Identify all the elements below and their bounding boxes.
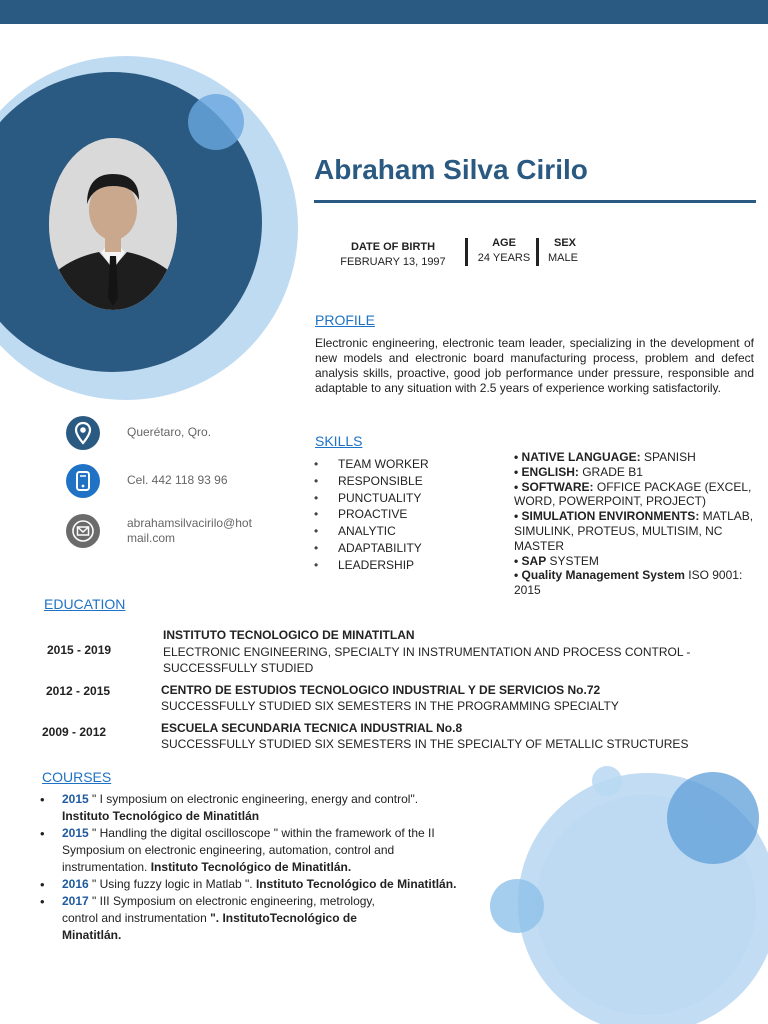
age-value: 24 YEARS	[477, 252, 531, 264]
profile-photo	[49, 138, 177, 310]
course-title: " Handling the digital oscilloscope " within the framework of the II Symposium on electronic engineering, automation, control and instrumentation.	[62, 826, 435, 874]
list-item	[514, 568, 764, 598]
list-item	[514, 465, 764, 480]
course-institution: Instituto Tecnológico de Minatitlán.	[147, 860, 352, 874]
skill-label: • SAP	[514, 553, 547, 568]
sex-value: MALE	[548, 252, 578, 264]
list-item: • ADAPTABILITY	[314, 540, 429, 557]
age-block	[476, 237, 532, 264]
courses-list	[38, 791, 478, 944]
edu-description: SUCCESSFULLY STUDIED SIX SEMESTERS IN THE PROGRAMMING SPECIALTY	[161, 699, 619, 713]
skill-label: • ENGLISH:	[514, 464, 579, 479]
course-title: " I symposium on electronic engineering, energy and control".	[88, 792, 419, 806]
age-label: AGE	[492, 237, 516, 249]
contact-phone: Cel. 442 118 93 96	[127, 473, 228, 487]
course-institution: Instituto Tecnológico de Minatitlán.	[252, 877, 457, 891]
edu-years: 2012 - 2015	[46, 684, 111, 698]
profile-heading: PROFILE	[315, 312, 375, 328]
skill-label: • NATIVE LANGUAGE:	[514, 450, 641, 464]
soft-skills-list	[314, 456, 429, 574]
small-top-circle	[188, 94, 244, 150]
list-item	[38, 876, 478, 893]
edu-description: ELECTRONIC ENGINEERING, SPECIALTY IN INSTRUMENTATION AND PROCESS CONTROL - SUCCESSFULLY STUDIED	[163, 645, 691, 675]
dob-label: DATE OF BIRTH	[350, 241, 436, 253]
technical-skills	[514, 450, 764, 598]
info-separator	[536, 238, 539, 266]
list-item	[514, 509, 764, 553]
contact-email[interactable]: abrahamsilvacirilo@hotmail.com	[127, 516, 252, 545]
list-item: • ANALYTIC	[314, 523, 429, 540]
list-item: • TEAM WORKER	[314, 456, 429, 473]
dob-value: FEBRUARY 13, 1997	[340, 256, 446, 268]
person-silhouette-icon	[49, 138, 177, 310]
edu-years: 2015 - 2019	[47, 643, 112, 657]
sex-label: SEX	[554, 237, 577, 249]
course-institution: Instituto Tecnológico de Minatitlán	[62, 809, 260, 823]
skill-value: MATLAB, SIMULINK, PROTEUS, MULTISIM, NC MASTER	[514, 509, 754, 553]
email-icon	[66, 514, 100, 548]
skill-label: • SOFTWARE:	[514, 479, 594, 494]
skill-value: OFFICE PACKAGE (EXCEL, WORD, POWERPOINT, PROJECT)	[514, 479, 752, 509]
edu-school: ESCUELA SECUNDARIA TECNICA INDUSTRIAL No.8	[161, 721, 463, 735]
skill-value: SPANISH	[640, 450, 696, 464]
edu-description: SUCCESSFULLY STUDIED SIX SEMESTERS IN THE SPECIALTY OF METALLIC STRUCTURES	[161, 737, 689, 751]
phone-icon	[66, 464, 100, 498]
skill-label: • SIMULATION ENVIRONMENTS:	[514, 509, 700, 524]
skill-value: ISO 9001: 2015	[514, 568, 743, 598]
profile-text: Electronic engineering, electronic team leader, specializing in the development of new models and electronic board manufacturing process, problem and defect analysis skills, proactive, good job performance under pressure, responsible and adaptable to any situation with 2.5 years of experience working satisfactorily.	[315, 336, 754, 395]
course-year: 2015	[62, 792, 89, 806]
skills-heading: SKILLS	[315, 433, 363, 449]
skill-value: SYSTEM	[546, 553, 599, 568]
list-item: • PUNCTUALITY	[314, 490, 429, 507]
list-item: • RESPONSIBLE	[314, 473, 429, 490]
courses-heading: COURSES	[42, 769, 112, 785]
list-item: • PROACTIVE	[314, 506, 429, 523]
course-year: 2017	[62, 894, 89, 908]
bottom-right-accent-circle	[667, 772, 759, 864]
course-title: " III Symposium on electronic engineering, metrology, control and instrumentation	[62, 894, 375, 925]
list-item	[38, 791, 478, 825]
bottom-left-small-circle	[490, 879, 544, 933]
list-item	[514, 450, 764, 465]
contact-location: Querétaro, Qro.	[127, 425, 212, 439]
info-separator	[465, 238, 468, 266]
course-institution: ". InstitutoTecnológico de Minatitlán.	[62, 911, 357, 942]
skill-label: • Quality Management System	[514, 568, 685, 583]
edu-years: 2009 - 2012	[42, 725, 107, 739]
course-year: 2015	[62, 826, 89, 840]
list-item	[38, 825, 467, 876]
edu-school: INSTITUTO TECNOLOGICO DE MINATITLAN	[163, 628, 415, 642]
edu-school: CENTRO DE ESTUDIOS TECNOLOGICO INDUSTRIAL Y DE SERVICIOS No.72	[161, 683, 601, 697]
list-item	[514, 480, 764, 510]
sex-block	[548, 237, 588, 264]
skill-value: GRADE B1	[578, 464, 643, 479]
list-item	[514, 554, 764, 569]
location-pin-icon	[66, 416, 100, 450]
education-heading: EDUCATION	[44, 596, 126, 612]
list-item: • LEADERSHIP	[314, 557, 429, 574]
candidate-name: Abraham Silva Cirilo	[314, 154, 588, 185]
name-underline	[314, 200, 756, 203]
list-item	[38, 893, 392, 944]
course-title: " Using fuzzy logic in Matlab ".	[88, 877, 253, 891]
course-year: 2016	[62, 877, 89, 891]
dob-block	[333, 241, 453, 268]
bottom-small-circle	[592, 766, 622, 796]
